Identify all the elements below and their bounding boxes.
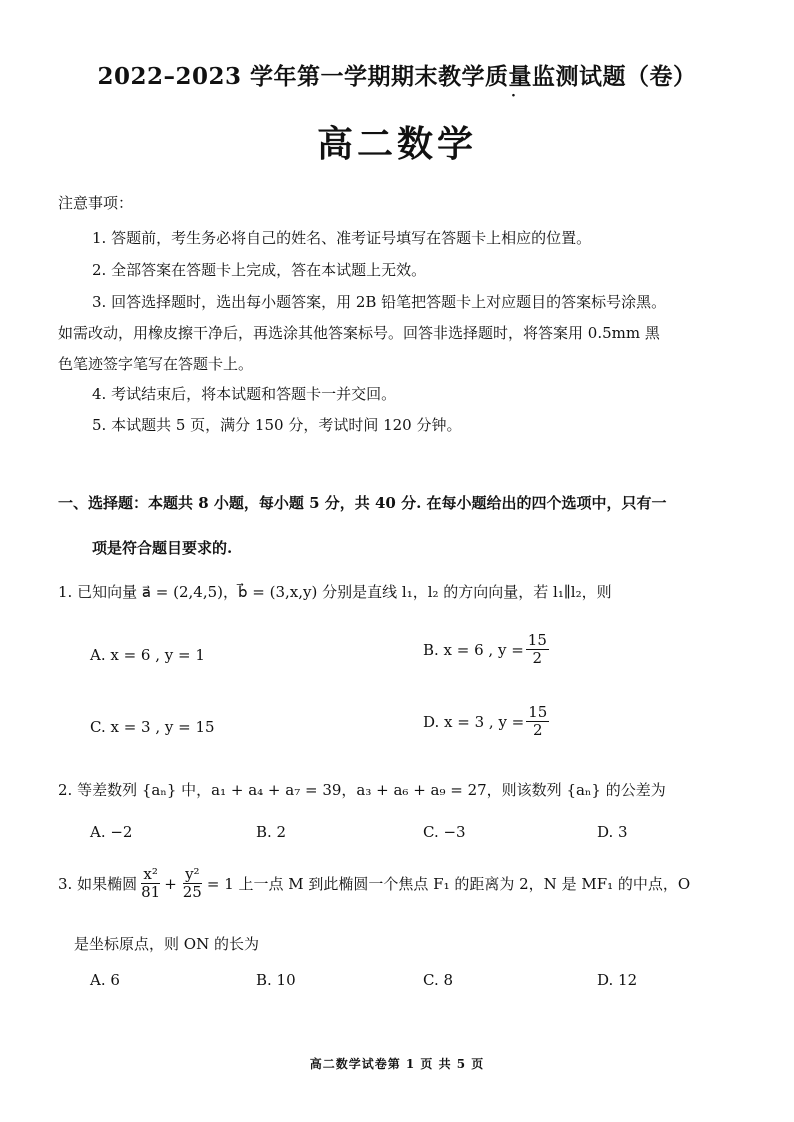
plus-sign: + bbox=[164, 874, 177, 893]
option-d-label: D. x = 3 , y = bbox=[423, 712, 525, 731]
q3-stem-prefix: 3. 如果椭圆 bbox=[58, 875, 138, 894]
q3-fraction-y bbox=[181, 866, 204, 902]
question-1-option-b bbox=[423, 632, 549, 668]
question-1-option-d bbox=[423, 704, 549, 740]
option-b-label: B. x = 6 , y = bbox=[423, 640, 524, 659]
page-footer: 高二数学试卷第 1 页 共 5 页 bbox=[309, 1057, 485, 1071]
fraction-denominator: 2 bbox=[533, 721, 543, 740]
option-b-fraction bbox=[526, 632, 549, 668]
decorative-dot: · bbox=[511, 88, 516, 104]
note-item-5: 5. 本试题共 5 页，满分 150 分，考试时间 120 分钟。 bbox=[92, 416, 462, 434]
note-item-1: 1. 答题前，考生务必将自己的姓名、准考证号填写在答题卡上相应的位置。 bbox=[92, 229, 592, 247]
question-3-option-a: A. 6 bbox=[90, 971, 120, 989]
q3-stem-suffix: = 1 上一点 M 到此椭圆一个焦点 F₁ 的距离为 2，N 是 MF₁ 的中点，O bbox=[206, 875, 691, 894]
question-1-option-a: A. x = 6 , y = 1 bbox=[90, 646, 205, 664]
question-2-option-a: A. −2 bbox=[90, 823, 133, 841]
fraction-numerator: 15 bbox=[527, 631, 547, 649]
question-1-option-c: C. x = 3 , y = 15 bbox=[90, 718, 215, 736]
note-item-3: 3. 回答选择题时，选出每小题答案，用 2B 铅笔把答题卡上对应题目的答案标号涂黑。 bbox=[92, 293, 667, 311]
fraction-numerator: y² bbox=[185, 865, 200, 883]
note-item-4: 4. 考试结束后，将本试题和答题卡一并交回。 bbox=[92, 385, 397, 403]
note-item-3-cont2: 色笔迹签字笔写在答题卡上。 bbox=[58, 355, 254, 373]
question-2-option-c: C. −3 bbox=[423, 823, 466, 841]
note-item-3-cont: 如需改动，用橡皮擦干净后，再选涂其他答案标号。回答非选择题时，将答案用 0.5mm 黑 bbox=[58, 324, 660, 342]
question-2-stem: 2. 等差数列 {aₙ} 中，a₁ + a₄ + a₇ = 39，a₃ + a₆ + a₉ = 27，则该数列 {aₙ} 的公差为 bbox=[58, 781, 666, 799]
question-3-stem bbox=[58, 866, 690, 902]
fraction-denominator: 25 bbox=[182, 883, 202, 902]
question-1-stem: 1. 已知向量 a⃗ = (2,4,5)，b⃗ = (3,x,y) 分别是直线 l₁，l₂ 的方向向量，若 l₁∥l₂，则 bbox=[58, 583, 612, 601]
exam-title: 2022–2023 学年第一学期期末教学质量监测试题（卷） bbox=[97, 63, 697, 90]
question-2-option-d: D. 3 bbox=[597, 823, 628, 841]
question-3-stem-line2: 是坐标原点，则 ON 的长为 bbox=[74, 935, 259, 953]
fraction-numerator: 15 bbox=[528, 703, 548, 721]
question-3-option-d: D. 12 bbox=[597, 971, 638, 989]
note-item-2: 2. 全部答案在答题卡上完成，答在本试题上无效。 bbox=[92, 261, 427, 279]
q3-fraction-x bbox=[139, 866, 162, 902]
fraction-denominator: 81 bbox=[141, 883, 161, 902]
section-heading-line1: 一、选择题：本题共 8 小题，每小题 5 分，共 40 分. 在每小题给出的四个选项中，只有一 bbox=[58, 494, 667, 512]
fraction-numerator: x² bbox=[143, 865, 158, 883]
subject-title: 高二数学 bbox=[316, 123, 477, 165]
section-heading-line2: 项是符合题目要求的. bbox=[92, 539, 233, 557]
notes-heading: 注意事项： bbox=[58, 194, 134, 212]
question-2-option-b: B. 2 bbox=[256, 823, 287, 841]
question-3-option-c: C. 8 bbox=[423, 971, 454, 989]
fraction-denominator: 2 bbox=[532, 649, 543, 668]
option-d-fraction bbox=[526, 704, 549, 740]
question-3-option-b: B. 10 bbox=[256, 971, 296, 989]
